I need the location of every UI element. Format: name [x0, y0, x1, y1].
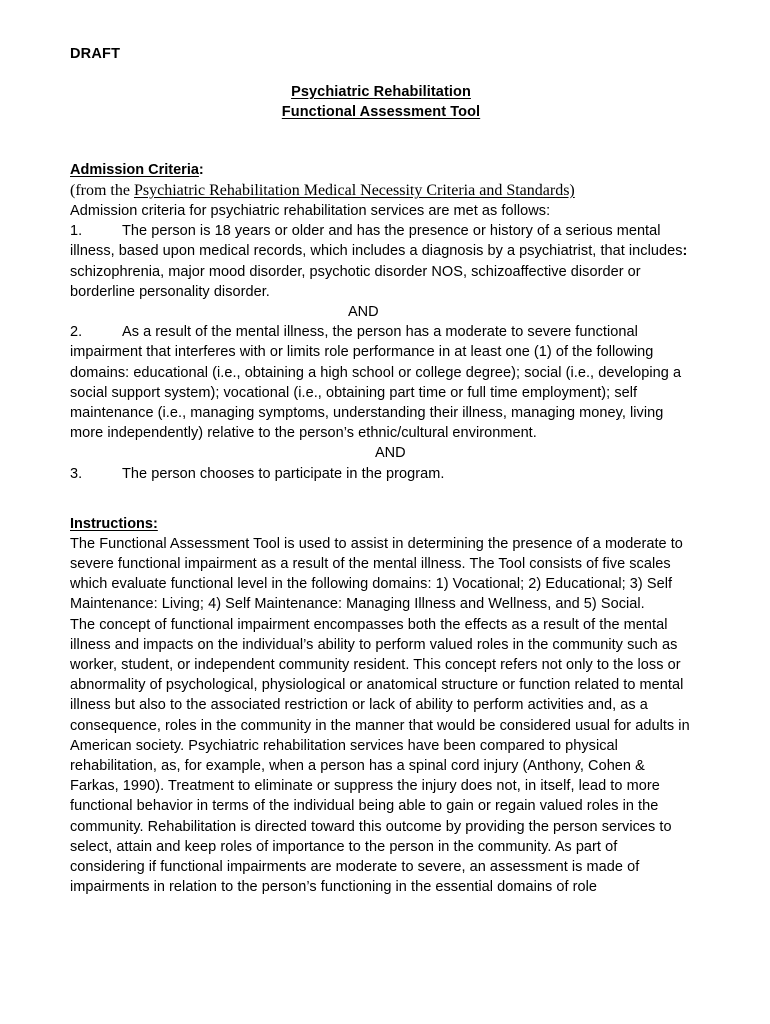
- instructions-paragraph-1: The Functional Assessment Tool is used to assist in determining the presence of a moderate to severe functional impairment as a result of the mental illness. The Tool consists of five scales which evaluate functional level in the following domains: 1) Vocational; 2) Educational; 3) Self Maintenance: Living; 4) Self Maintenance: Managing Illness and Wellness, and 5) Social.: [70, 535, 683, 613]
- criteria-item-1-text-b: schizophrenia, major mood disorder, psychotic disorder NOS, schizoaffective disorder or borderline personality disorder.: [70, 263, 641, 300]
- instructions-heading: [70, 514, 692, 534]
- criteria-item-3: [70, 464, 692, 484]
- title-line-1-text: Psychiatric Rehabilitation: [291, 84, 471, 100]
- criteria-item-1-number: 1.: [70, 223, 83, 240]
- source-citation-link: Psychiatric Rehabilitation Medical Necessity Criteria and Standards): [133, 182, 575, 199]
- intro-paragraph: Admission criteria for psychiatric rehabilitation services are met as follows:: [70, 203, 551, 219]
- and-connector-2: AND: [375, 445, 406, 462]
- admission-criteria-heading-text: Admission Criteria: [70, 162, 199, 178]
- criteria-item-2-text: As a result of the mental illness, the person has a moderate to severe functional impairment that interferes with or limits role performance in at least one (1) of the following domains: educational (i.e., obtaining a high school or college degree); social (i.e., developing a social support system); vocational (i.e., obtaining part time or full time employment); self maintenance (i.e., managing symptoms, understanding their illness, managing money, living more independently) relative to the person’s ethnic/cultural environment.: [70, 324, 682, 442]
- criteria-item-1-colon: :: [682, 243, 688, 260]
- instructions-heading-text: Instructions:: [70, 515, 158, 532]
- document-title: [70, 82, 692, 122]
- and-connector-1: AND: [348, 304, 379, 321]
- criteria-item-1-text-a: The person is 18 years or older and has the presence or history of a serious mental illness, based upon medical records, which includes a diagnosis by a psychiatrist, that includes: [70, 223, 683, 260]
- admission-criteria-heading-colon: :: [198, 162, 204, 178]
- criteria-item-2-number: 2.: [70, 324, 83, 341]
- source-citation-prefix: (from the: [70, 182, 134, 199]
- criteria-item-3-number: 3.: [70, 465, 83, 482]
- admission-criteria-heading: [70, 160, 692, 180]
- title-line-2-text: Functional Assessment Tool: [281, 104, 481, 120]
- instructions-paragraph-2: The concept of functional impairment encompasses both the effects as a result of the mental illness and impacts on the individual’s ability to perform valued roles in the community such as worker, student, or independent community resident. This concept refers not only to the loss or abnormality of psychological, physiological or anatomical structure or function related to mental illness but also to the associated restriction or lack of ability to perform activities and, as a consequence, roles in the community in the manner that would be considered usual for adults in American society. Psychiatric rehabilitation services have been compared to physical rehabilitation, as, for example, when a person has a spinal cord injury (Anthony, Cohen & Farkas, 1990). Treatment to eliminate or suppress the injury does not, in itself, lead to more functional behavior in terms of the individual being able to gain or regain valued roles in the community. Rehabilitation is directed toward this outcome by providing the person services to select, attain and keep roles of importance to the person in the community. As part of considering if functional impairments are moderate to severe, an assessment is made of impairments in relation to the person’s functioning in the essential domains of role: [70, 616, 690, 896]
- criteria-item-1: [70, 221, 692, 302]
- source-citation: [70, 181, 692, 201]
- draft-label: DRAFT: [70, 46, 121, 62]
- criteria-item-3-text: The person chooses to participate in the program.: [122, 465, 445, 482]
- criteria-item-2: [70, 322, 692, 443]
- title-line-2: [70, 102, 692, 122]
- title-line-1: [70, 82, 692, 102]
